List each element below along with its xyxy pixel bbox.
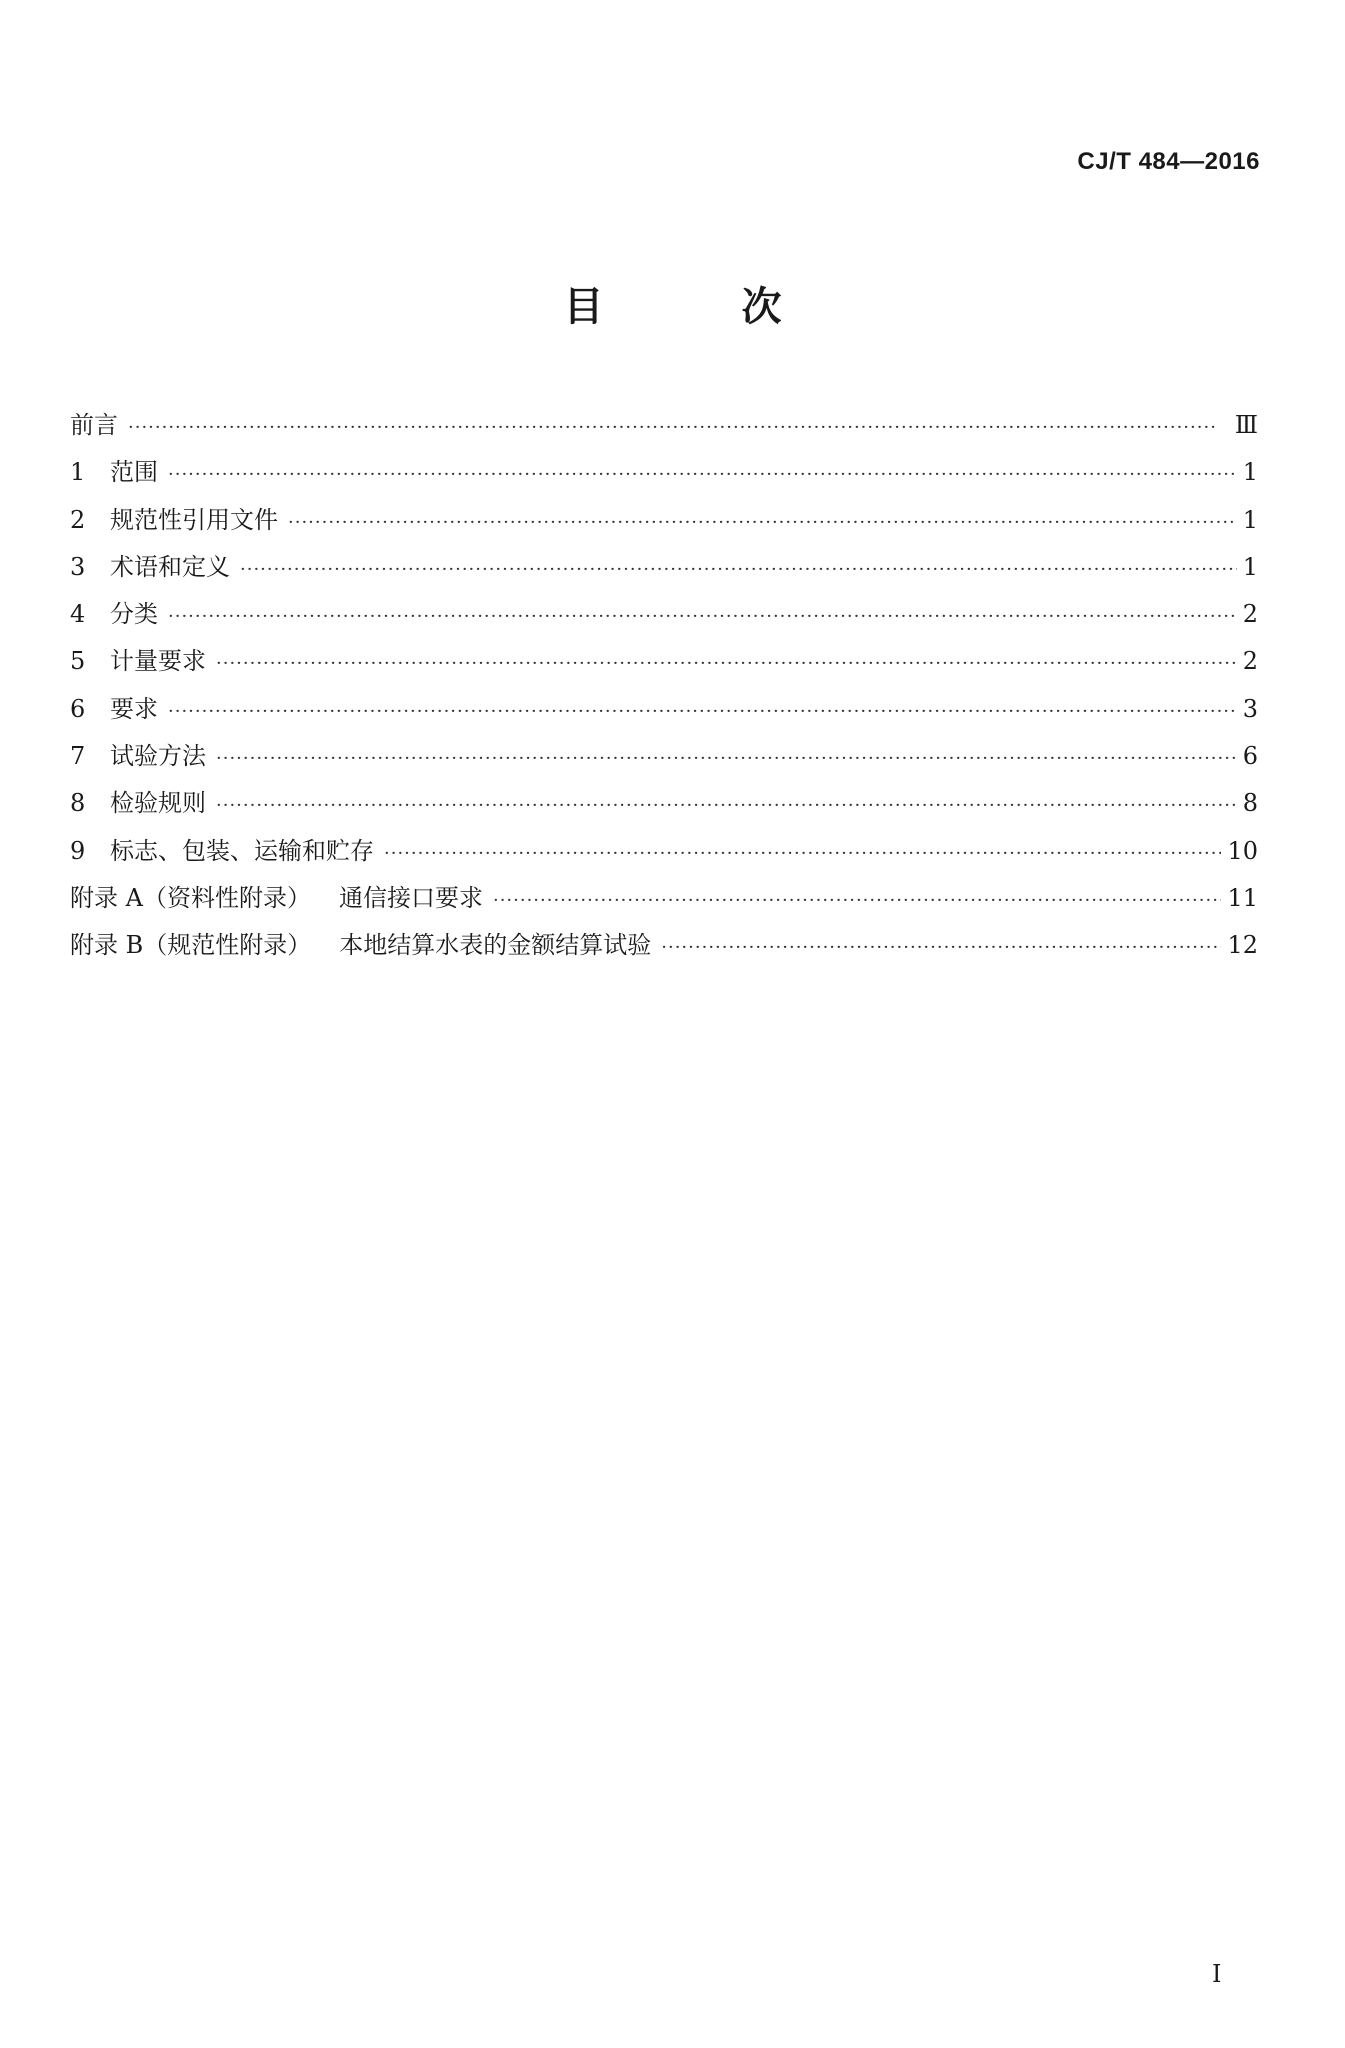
dot-leader [168,688,1237,735]
dot-leader [288,499,1237,546]
toc-entry-annex-a[interactable] [70,875,1258,922]
toc-entry-page: 1 [1242,505,1258,534]
dot-leader [216,735,1237,782]
table-of-contents [70,402,1258,970]
toc-entry-page: Ⅲ [1234,411,1258,439]
toc-entry-page: 6 [1242,742,1258,771]
toc-entry-metrological-requirements[interactable] [70,638,1258,685]
toc-entry-annex-b[interactable] [70,922,1258,969]
toc-entry-inspection-rules[interactable] [70,780,1258,827]
toc-entry-label: 规范性引用文件 [110,505,278,534]
toc-entry-number: 5 [70,647,86,676]
toc-entry-label: 计量要求 [110,647,206,676]
dot-leader [240,546,1237,593]
toc-entry-label: 附录 A（资料性附录） [70,883,311,912]
toc-entry-label: 术语和定义 [110,552,230,581]
toc-entry-label: 前言 [70,411,118,439]
toc-entry-page: 8 [1242,789,1258,818]
toc-entry-page: 1 [1242,552,1258,581]
toc-entry-number: 9 [70,836,86,865]
toc-entry-page: 3 [1242,694,1258,723]
page-title: 目 次 [563,284,844,330]
toc-entry-label: 范围 [110,458,158,487]
toc-entry-marking-packaging[interactable] [70,828,1258,875]
toc-entry-number: 3 [70,552,86,581]
toc-entry-number: 7 [70,742,86,771]
dot-leader [168,451,1237,498]
toc-entry-number: 6 [70,694,86,723]
dot-leader [128,404,1229,451]
toc-entry-label: 试验方法 [110,742,206,771]
toc-entry-page: 2 [1242,600,1258,629]
toc-entry-number: 2 [70,505,86,534]
dot-leader [384,830,1221,877]
page-number: I [1212,1960,1222,1988]
toc-entry-page: 10 [1227,836,1258,865]
dot-leader [216,782,1237,829]
toc-entry-page: 11 [1227,883,1258,912]
toc-entry-page: 1 [1242,458,1258,487]
toc-entry-page: 2 [1242,647,1258,676]
toc-entry-subtitle: 本地结算水表的金额结算试验 [339,931,652,960]
toc-entry-terms[interactable] [70,544,1258,591]
toc-entry-label: 分类 [110,600,158,629]
toc-entry-number: 4 [70,600,86,629]
toc-entry-label: 检验规则 [110,789,206,818]
dot-leader [216,640,1237,687]
toc-entry-classification[interactable] [70,591,1258,638]
toc-entry-requirements[interactable] [70,686,1258,733]
dot-leader [661,924,1221,971]
toc-entry-foreword[interactable] [70,402,1258,449]
toc-entry-normative-references[interactable] [70,497,1258,544]
toc-entry-number: 8 [70,789,86,818]
dot-leader [493,877,1221,924]
dot-leader [168,593,1237,640]
toc-entry-scope[interactable] [70,449,1258,496]
toc-entry-subtitle: 通信接口要求 [338,883,483,912]
standard-code: CJ/T 484—2016 [1077,148,1260,175]
toc-entry-label: 标志、包装、运输和贮存 [110,836,374,865]
toc-entry-label: 要求 [110,694,158,723]
toc-entry-test-methods[interactable] [70,733,1258,780]
toc-entry-page: 12 [1227,931,1258,960]
toc-entry-label: 附录 B（规范性附录） [70,931,312,960]
toc-entry-number: 1 [70,458,86,487]
